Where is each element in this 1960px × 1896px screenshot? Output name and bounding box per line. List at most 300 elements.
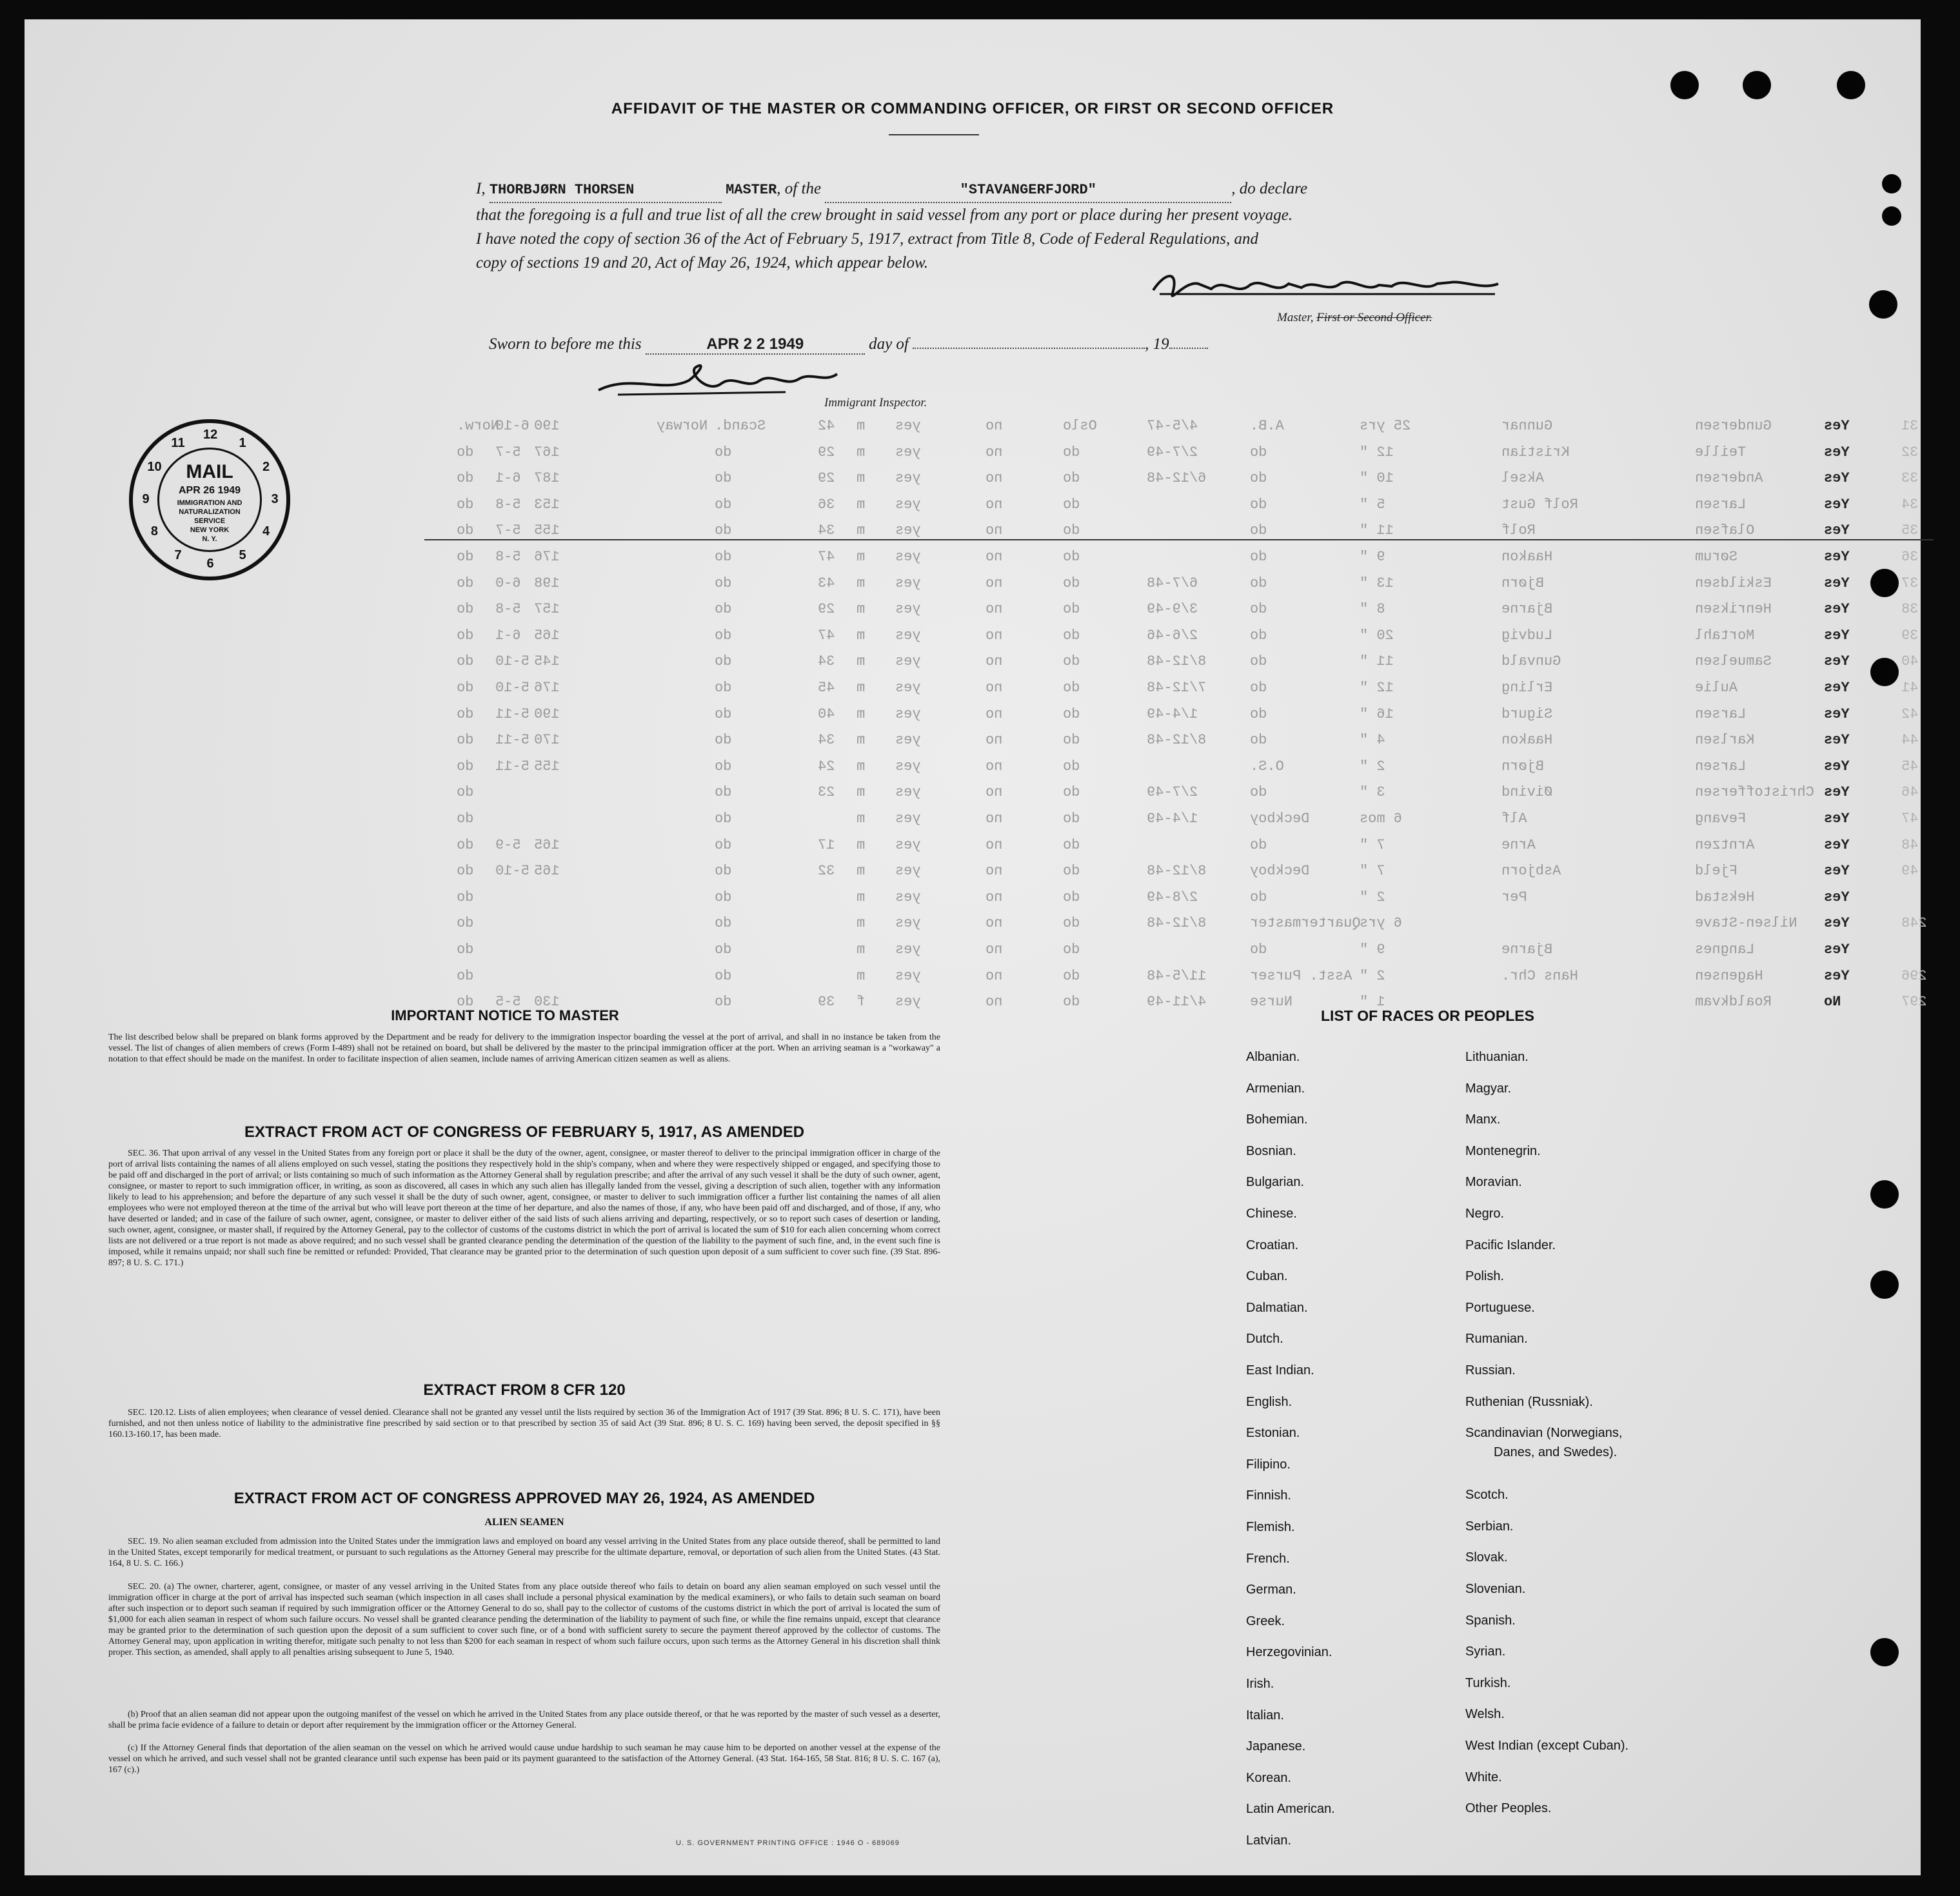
crew-cell-yrs: 29: [818, 601, 835, 618]
crew-row: [444, 732, 1919, 758]
crew-cell-age: 6 mos: [1360, 811, 1403, 827]
race-item: French.: [1246, 1551, 1290, 1566]
crew-cell-rank: do: [1250, 496, 1267, 513]
crew-cell-rank: do: [1250, 706, 1267, 722]
crew-cell-ht: 6-0: [495, 575, 521, 591]
crew-cell-age: 3 ": [1360, 784, 1385, 801]
crew-cell-yes: Yes: [1824, 863, 1850, 880]
crew-cell-ht: 5-11: [495, 758, 530, 775]
crew-cell-yes: No: [1824, 994, 1841, 1011]
crew-cell-date: 8/12-48: [1147, 653, 1207, 670]
crew-cell-rank: O.S.: [1250, 758, 1284, 775]
crew-cell-b: yes: [895, 444, 921, 460]
crew-cell-yes: Yes: [1824, 784, 1850, 801]
crew-cell-port: do: [1063, 758, 1080, 775]
punch-hole: [1882, 206, 1901, 226]
crew-cell-b: yes: [895, 811, 921, 827]
race-item: Scandinavian (Norwegians,: [1465, 1426, 1623, 1441]
crew-cell-port: do: [1063, 889, 1080, 905]
crew-row-number: 297: [1901, 994, 1927, 1011]
crew-cell-b: yes: [895, 915, 921, 932]
crew-cell-rank: do: [1250, 470, 1267, 487]
crew-cell-rank: do: [1250, 784, 1267, 801]
crew-cell-wt: 187: [534, 470, 560, 487]
crew-cell-sex: m: [856, 836, 866, 853]
crew-cell-yrs: 40: [818, 706, 835, 722]
struck-officer-label: First or Second Officer.: [1316, 311, 1432, 324]
crew-cell-ht: 5-9: [495, 836, 521, 853]
crew-cell-a: no: [985, 758, 1003, 775]
crew-cell-c: do: [715, 784, 732, 801]
race-item: Dutch.: [1246, 1332, 1283, 1347]
crew-row-number: 47: [1901, 811, 1919, 827]
crew-row-number: 44: [1901, 732, 1919, 749]
declaration-of-the: , of the: [777, 180, 822, 197]
crew-cell-age: 2 ": [1360, 967, 1385, 984]
crew-row-number: 48: [1901, 836, 1919, 853]
extract-1917-title: EXTRACT FROM ACT OF CONGRESS OF FEBRUARY 5, 1917, AS AMENDED: [244, 1123, 805, 1141]
crew-cell-ht: 6-1: [495, 627, 521, 644]
crew-cell-surname: Aulie: [1695, 680, 1738, 696]
crew-cell-yrs: 36: [818, 496, 835, 513]
crew-cell-yes: Yes: [1824, 496, 1850, 513]
crew-cell-b: yes: [895, 575, 921, 591]
crew-cell-age: 11 ": [1360, 653, 1394, 670]
crew-cell-c: do: [715, 836, 732, 853]
stamp-ring-number: 11: [171, 436, 185, 451]
crew-cell-ht: 5-8: [495, 601, 521, 618]
crew-cell-age: 6 yrs: [1360, 915, 1403, 932]
stamp-date: APR 26 1949: [178, 485, 241, 496]
crew-cell-yrs: 47: [818, 549, 835, 565]
crew-row-number: 38: [1901, 601, 1919, 618]
crew-cell-c: do: [715, 706, 732, 722]
stamp-ring-number: 1: [239, 436, 246, 451]
punch-hole: [1870, 658, 1899, 686]
crew-cell-ht: 6-10: [495, 418, 530, 434]
crew-cell-ht: 6-1: [495, 470, 521, 487]
crew-row: [444, 784, 1919, 810]
crew-cell-c: do: [715, 627, 732, 644]
race-item: Slovak.: [1465, 1550, 1508, 1565]
crew-row: [444, 496, 1919, 522]
crew-cell-age: 13 ": [1360, 575, 1394, 591]
crew-row-number: 42: [1901, 706, 1919, 722]
crew-cell-a: no: [985, 444, 1003, 460]
crew-cell-a: no: [985, 811, 1003, 827]
crew-cell-given: Rolf: [1501, 522, 1536, 539]
crew-cell-wt: 190: [534, 418, 560, 434]
crew-row: [444, 706, 1919, 732]
punch-hole: [1870, 1638, 1899, 1666]
crew-cell-port: do: [1063, 732, 1080, 749]
crew-cell-col: do: [457, 706, 474, 722]
crew-cell-date: 1/4-49: [1147, 706, 1198, 722]
race-item: Welsh.: [1465, 1707, 1505, 1722]
crew-cell-age: 11 ": [1360, 522, 1394, 539]
crew-cell-surname: Samuelsen: [1695, 653, 1772, 670]
crew-cell-c: do: [715, 549, 732, 565]
crew-cell-surname: Karlsen: [1695, 732, 1755, 749]
crew-row-number: 32: [1901, 444, 1919, 460]
crew-cell-col: do: [457, 732, 474, 749]
alien-seamen-subtitle: ALIEN SEAMEN: [484, 1517, 564, 1528]
crew-cell-c: do: [715, 653, 732, 670]
sworn-year: , 19: [1145, 335, 1169, 353]
crew-cell-date: 8/12-48: [1147, 915, 1207, 932]
crew-cell-c: do: [715, 967, 732, 984]
crew-cell-a: no: [985, 549, 1003, 565]
stamp-ring-number: 5: [239, 548, 246, 562]
crew-cell-rank: do: [1250, 549, 1267, 565]
crew-cell-rank: Quartermaster: [1250, 915, 1361, 932]
crew-cell-yes: Yes: [1824, 522, 1850, 539]
race-item: Chinese.: [1246, 1207, 1297, 1221]
crew-cell-b: yes: [895, 549, 921, 565]
sworn-date-stamp: APR 2 2 1949: [706, 335, 804, 353]
extract-cfr-title: EXTRACT FROM 8 CFR 120: [423, 1381, 626, 1399]
crew-cell-port: do: [1063, 967, 1080, 984]
crew-row: [444, 942, 1850, 967]
crew-row: [444, 758, 1919, 784]
crew-cell-given: Hans Chr.: [1501, 967, 1578, 984]
crew-cell-wt: 165: [534, 627, 560, 644]
crew-row-number: 35: [1901, 522, 1919, 539]
mail-received-stamp: [129, 419, 290, 580]
inspector-label: Immigrant Inspector.: [824, 396, 927, 410]
crew-row-number: 37: [1901, 575, 1919, 591]
crew-cell-c: do: [715, 758, 732, 775]
crew-cell-surname: Mortahl: [1695, 627, 1755, 644]
sec-20b-text: (b) Proof that an alien seaman did not appear upon the outgoing manifest of the vessel on which he arrived in the United States from any place outside thereof, or that he was reported by the master of such vessel as a deserter, shall be prima facie evidence of a failure to detain or deport after requirement by the immigration officer or the Attorney General.: [108, 1710, 940, 1730]
strike-line: [424, 539, 1934, 540]
race-item: Estonian.: [1246, 1426, 1300, 1441]
race-item: Polish.: [1465, 1269, 1505, 1284]
title-rule: [889, 134, 979, 135]
crew-cell-a: no: [985, 575, 1003, 591]
crew-cell-b: yes: [895, 418, 921, 434]
race-item: Flemish.: [1246, 1520, 1295, 1534]
crew-cell-a: no: [985, 470, 1003, 487]
crew-cell-age: 12 ": [1360, 444, 1394, 460]
crew-cell-c: do: [715, 863, 732, 880]
inspector-signature: [592, 355, 863, 406]
crew-cell-rank: do: [1250, 680, 1267, 696]
crew-cell-date: 11/5-48: [1147, 967, 1207, 984]
crew-cell-sex: m: [856, 444, 866, 460]
crew-cell-c: do: [715, 496, 732, 513]
crew-cell-b: yes: [895, 470, 921, 487]
crew-cell-c: do: [715, 942, 732, 958]
crew-cell-sex: m: [856, 470, 866, 487]
crew-cell-given: Bjørn: [1501, 758, 1545, 775]
crew-cell-sex: m: [856, 732, 866, 749]
crew-cell-col: do: [457, 784, 474, 801]
crew-cell-b: yes: [895, 627, 921, 644]
crew-cell-surname: Larsen: [1695, 706, 1747, 722]
crew-cell-col: do: [457, 863, 474, 880]
crew-cell-col: do: [457, 680, 474, 696]
crew-cell-yes: Yes: [1824, 444, 1850, 460]
crew-cell-rank: Deckboy: [1250, 811, 1310, 827]
crew-cell-rank: Asst. Purser: [1250, 967, 1352, 984]
crew-cell-port: do: [1063, 706, 1080, 722]
crew-cell-c: do: [715, 994, 732, 1011]
crew-cell-surname: Olafsen: [1695, 522, 1755, 539]
crew-cell-a: no: [985, 836, 1003, 853]
crew-cell-wt: 167: [534, 444, 560, 460]
stamp-line-2: NATURALIZATION: [179, 508, 241, 516]
crew-cell-ht: 5-5: [495, 994, 521, 1011]
race-item: Danes, and Swedes).: [1494, 1445, 1618, 1460]
vessel-name: "STAVANGERFJORD": [960, 182, 1096, 198]
master-signature: [1147, 264, 1508, 310]
crew-cell-wt: 155: [534, 758, 560, 775]
crew-cell-b: yes: [895, 653, 921, 670]
crew-cell-given: Asbjorn: [1501, 863, 1561, 880]
manifest-page: [25, 19, 1927, 1875]
crew-cell-wt: 176: [534, 680, 560, 696]
crew-cell-port: do: [1063, 863, 1080, 880]
crew-cell-wt: 176: [534, 549, 560, 565]
crew-cell-yes: Yes: [1824, 836, 1850, 853]
crew-cell-date: 2/7-49: [1147, 444, 1198, 460]
crew-cell-col: do: [457, 522, 474, 539]
race-item: Manx.: [1465, 1112, 1501, 1127]
master-name: THORBJØRN THORSEN: [489, 182, 635, 198]
crew-cell-given: Bjørn: [1501, 575, 1545, 591]
crew-row-number: 49: [1901, 863, 1919, 880]
crew-cell-yrs: 42: [818, 418, 835, 434]
crew-cell-age: 7 ": [1360, 836, 1385, 853]
crew-cell-given: Arne: [1501, 836, 1536, 853]
race-item: Bosnian.: [1246, 1143, 1296, 1158]
crew-cell-date: 2/6-46: [1147, 627, 1198, 644]
crew-cell-yrs: 47: [818, 627, 835, 644]
extract-1924-title: EXTRACT FROM ACT OF CONGRESS APPROVED MAY 26, 1924, AS AMENDED: [233, 1490, 815, 1507]
crew-cell-age: 2 ": [1360, 758, 1385, 775]
crew-cell-b: yes: [895, 758, 921, 775]
crew-cell-col: do: [457, 836, 474, 853]
crew-cell-age: 5 ": [1360, 496, 1385, 513]
crew-cell-col: do: [457, 967, 474, 984]
crew-cell-surname: Hekstad: [1695, 889, 1755, 905]
stamp-ring-number: 7: [174, 548, 182, 562]
crew-cell-date: 6/12-48: [1147, 470, 1207, 487]
declaration-line-1: [476, 177, 1534, 203]
crew-cell-port: do: [1063, 496, 1080, 513]
race-item: Rumanian.: [1465, 1332, 1528, 1347]
race-item: Slovenian.: [1465, 1582, 1526, 1596]
crew-row: [444, 653, 1919, 679]
punch-hole: [1837, 71, 1865, 99]
stamp-ring-number: 2: [262, 460, 270, 474]
crew-cell-yrs: 34: [818, 522, 835, 539]
stamp-line-3: SERVICE: [193, 517, 226, 525]
crew-cell-a: no: [985, 601, 1003, 618]
sec-20a-text: SEC. 20. (a) The owner, charterer, agent, consignee, or master of any vessel arriving in the United States from any place outside thereof who fails to detain on board any alien seaman employed on such vessel until the immigration officer in charge at the port of arrival has inspected such seaman (which inspection in all cases shall include a personal physical examination by the medical examiners), or who fails to detain such seaman on board after such inspection or to deport such seaman if required by such immigration officer or the Attorney General to do so, shall pay to the collector of customs of the customs district in which the port of arrival is located the sum of $1,000 for each alien seaman in respect of whom such failure occurs. No vessel shall be granted clearance pending the determination of the liability to payment of such fine, or while the fine remains unpaid, except that clearance may be granted prior to the determination of such question upon the deposit of a sum sufficient to cover such fine, or of a bond with sufficient surety to secure the payment thereof approved by the collector of customs. The Attorney General may, upon application in writing therefor, mitigate such penalty to not less than $200 for each seaman in respect of whom such failure occurs, upon such terms as the Attorney General in his discretion shall think proper. This section, as amended, shall apply to all penalties arising subsequent to June 5, 1940.: [108, 1582, 940, 1657]
crew-cell-surname: Gundersen: [1695, 418, 1772, 434]
crew-cell-yes: Yes: [1824, 418, 1850, 434]
crew-cell-a: no: [985, 496, 1003, 513]
notice-title: IMPORTANT NOTICE TO MASTER: [391, 1007, 619, 1023]
crew-cell-rank: A.B.: [1250, 418, 1284, 434]
crew-cell-col: do: [457, 915, 474, 932]
notice-text: The list described below shall be prepared on blank forms approved by the Department and be ready for delivery to the immigration inspector boarding the vessel at the port of arrival, and shall in no instance be taken from the vessel. The list of changes of alien members of crews (Form I-489) shall not be retained on board, but shall be delivered by the master to the principal immigration officer at the port. When an arriving seaman is a "workaway" a notation to that effect should be made on the manifest. In order to facilitate inspection of alien seamen, include names of arriving American citizen seamen as well as aliens.: [108, 1032, 940, 1064]
crew-row: [444, 811, 1919, 836]
crew-cell-c: do: [715, 915, 732, 932]
crew-cell-a: no: [985, 627, 1003, 644]
race-item: Moravian.: [1465, 1175, 1522, 1190]
crew-cell-sex: m: [856, 889, 866, 905]
crew-cell-sex: m: [856, 915, 866, 932]
crew-cell-a: no: [985, 522, 1003, 539]
crew-cell-yes: Yes: [1824, 732, 1850, 749]
crew-cell-port: do: [1063, 601, 1080, 618]
sec-20c-text: (c) If the Attorney General finds that deportation of the alien seaman on the vessel on which he arrived would cause undue hardship to such seaman he may cause him to be deported on another vessel at the expense of the vessel on which he arrived, and such vessel shall not be granted clearance until such expense has been paid or its payment guaranteed to the satisfaction of the Attorney General. (43 Stat. 164-165, 58 Stat. 816; 8 U. S. C. 167 (a), 167 (c).): [108, 1743, 940, 1775]
crew-cell-given: Gunvald: [1501, 653, 1561, 670]
crew-cell-col: Norw.: [457, 418, 500, 434]
crew-cell-col: do: [457, 470, 474, 487]
crew-cell-yrs: 32: [818, 863, 835, 880]
crew-cell-c: Scand.: [715, 418, 766, 434]
crew-cell-given: Øivind: [1501, 784, 1553, 801]
crew-row: [444, 549, 1919, 575]
crew-cell-a: no: [985, 994, 1003, 1011]
punch-hole: [1870, 1270, 1899, 1299]
crew-cell-wt: 165: [534, 863, 560, 880]
crew-cell-rank: do: [1250, 601, 1267, 618]
crew-cell-surname: Nilsen-Stave: [1695, 915, 1797, 932]
crew-cell-b: yes: [895, 732, 921, 749]
crew-cell-yrs: 17: [818, 836, 835, 853]
crew-cell-ht: 5-8: [495, 496, 521, 513]
master-label: [1277, 311, 1432, 325]
race-item: Dalmatian.: [1246, 1300, 1308, 1315]
crew-cell-given: Aksel: [1501, 470, 1545, 487]
crew-cell-date: 4/11-49: [1147, 994, 1207, 1011]
crew-cell-col: do: [457, 758, 474, 775]
crew-cell-c: do: [715, 470, 732, 487]
crew-cell-sex: m: [856, 653, 866, 670]
crew-cell-port: do: [1063, 522, 1080, 539]
stamp-ring-number: 12: [203, 428, 218, 442]
race-item: Pacific Islander.: [1465, 1238, 1556, 1252]
race-item: Greek.: [1246, 1614, 1285, 1628]
crew-cell-yes: Yes: [1824, 680, 1850, 696]
crew-cell-col: do: [457, 496, 474, 513]
crew-cell-age: 20 ": [1360, 627, 1394, 644]
crew-cell-surname: Henriksen: [1695, 601, 1772, 618]
crew-cell-port: do: [1063, 680, 1080, 696]
stamp-line-1: IMMIGRATION AND: [177, 499, 243, 507]
crew-cell-yes: Yes: [1824, 811, 1850, 827]
master-rank: MASTER: [726, 182, 777, 198]
crew-cell-rank: do: [1250, 889, 1267, 905]
crew-cell-ht: 5-10: [495, 863, 530, 880]
crew-cell-surname: Langnes: [1695, 942, 1755, 958]
crew-cell-b: yes: [895, 889, 921, 905]
crew-cell-wt: 198: [534, 575, 560, 591]
crew-cell-sex: m: [856, 601, 866, 618]
crew-cell-given: Alf: [1501, 811, 1527, 827]
race-item: Russian.: [1465, 1363, 1516, 1378]
declaration-suffix: , do declare: [1231, 180, 1308, 197]
crew-cell-port: do: [1063, 470, 1080, 487]
crew-cell-date: 6/7-48: [1147, 575, 1198, 591]
crew-cell-sex: m: [856, 967, 866, 984]
crew-cell-col: do: [457, 811, 474, 827]
crew-cell-port: Oslo: [1063, 418, 1097, 434]
crew-cell-ht: 5-11: [495, 732, 530, 749]
race-item: Serbian.: [1465, 1519, 1514, 1534]
crew-cell-date: 8/12-48: [1147, 863, 1207, 880]
crew-cell-date: 7/12-48: [1147, 680, 1207, 696]
punch-hole: [1870, 569, 1899, 597]
sworn-day-of: day of: [869, 335, 909, 353]
crew-cell-wt: 190: [534, 706, 560, 722]
crew-cell-a: no: [985, 863, 1003, 880]
crew-cell-col: do: [457, 942, 474, 958]
crew-row: [444, 601, 1919, 627]
crew-cell-rank: do: [1250, 522, 1267, 539]
races-title: LIST OF RACES OR PEOPLES: [1321, 1007, 1534, 1024]
declaration-line-4: copy of sections 19 and 20, Act of May 26, 1924, which appear below.: [476, 254, 929, 272]
crew-row-number: 36: [1901, 549, 1919, 565]
crew-cell-port: do: [1063, 444, 1080, 460]
race-item: Scotch.: [1465, 1488, 1509, 1503]
race-item: Spanish.: [1465, 1613, 1516, 1628]
extract-cfr-text: SEC. 120.12. Lists of alien employees; when clearance of vessel denied. Clearance shall not be granted any vessel until the lists required by section 36 of the Immigration Act of 1917 (39 Stat. 896; 8 U. S. C. 171), have been furnished, and not then unless notice of liability to the administrative fine prescribed by said section or to that prescribed by section 35 of said Act (39 Stat. 896; 8 U. S. C. 169) having been served, the deposit specified in §§ 160.13-160.17, has been made.: [108, 1408, 940, 1439]
crew-cell-a: no: [985, 732, 1003, 749]
crew-cell-age: 16 ": [1360, 706, 1394, 722]
race-item: Montenegrin.: [1465, 1143, 1541, 1158]
crew-cell-surname: Roaldkvam: [1695, 994, 1772, 1011]
crew-cell-yes: Yes: [1824, 575, 1850, 591]
crew-cell-b: yes: [895, 994, 921, 1011]
crew-cell-date: 8/12-48: [1147, 732, 1207, 749]
crew-cell-rank: do: [1250, 942, 1267, 958]
crew-cell-yrs: 43: [818, 575, 835, 591]
crew-cell-given: Gunnar: [1501, 418, 1553, 434]
race-item: Latvian.: [1246, 1833, 1292, 1848]
race-item: Albanian.: [1246, 1050, 1300, 1064]
crew-cell-wt: 165: [534, 836, 560, 853]
crew-cell-yrs: 45: [818, 680, 835, 696]
race-item: Portuguese.: [1465, 1300, 1535, 1315]
crew-cell-surname: Christoffersen: [1695, 784, 1814, 801]
crew-cell-sex: m: [856, 627, 866, 644]
crew-cell-sex: m: [856, 758, 866, 775]
race-item: Negro.: [1465, 1207, 1505, 1221]
crew-cell-col: do: [457, 653, 474, 670]
crew-cell-yes: Yes: [1824, 942, 1850, 958]
crew-cell-sex: m: [856, 496, 866, 513]
crew-cell-port: do: [1063, 836, 1080, 853]
race-item: Italian.: [1246, 1708, 1284, 1723]
stamp-inner-ring: [157, 448, 262, 552]
race-item: Korean.: [1246, 1770, 1292, 1785]
crew-cell-yes: Yes: [1824, 470, 1850, 487]
crew-cell-given: Rolf Gust: [1501, 496, 1578, 513]
crew-row-number: 248: [1901, 915, 1927, 932]
stamp-mail: MAIL: [186, 461, 233, 482]
race-item: Ruthenian (Russniak).: [1465, 1394, 1593, 1409]
crew-cell-rank: Deckboy: [1250, 863, 1310, 880]
crew-row: [444, 863, 1919, 889]
crew-cell-sex: f: [856, 994, 866, 1011]
crew-cell-date: 2/7-49: [1147, 784, 1198, 801]
